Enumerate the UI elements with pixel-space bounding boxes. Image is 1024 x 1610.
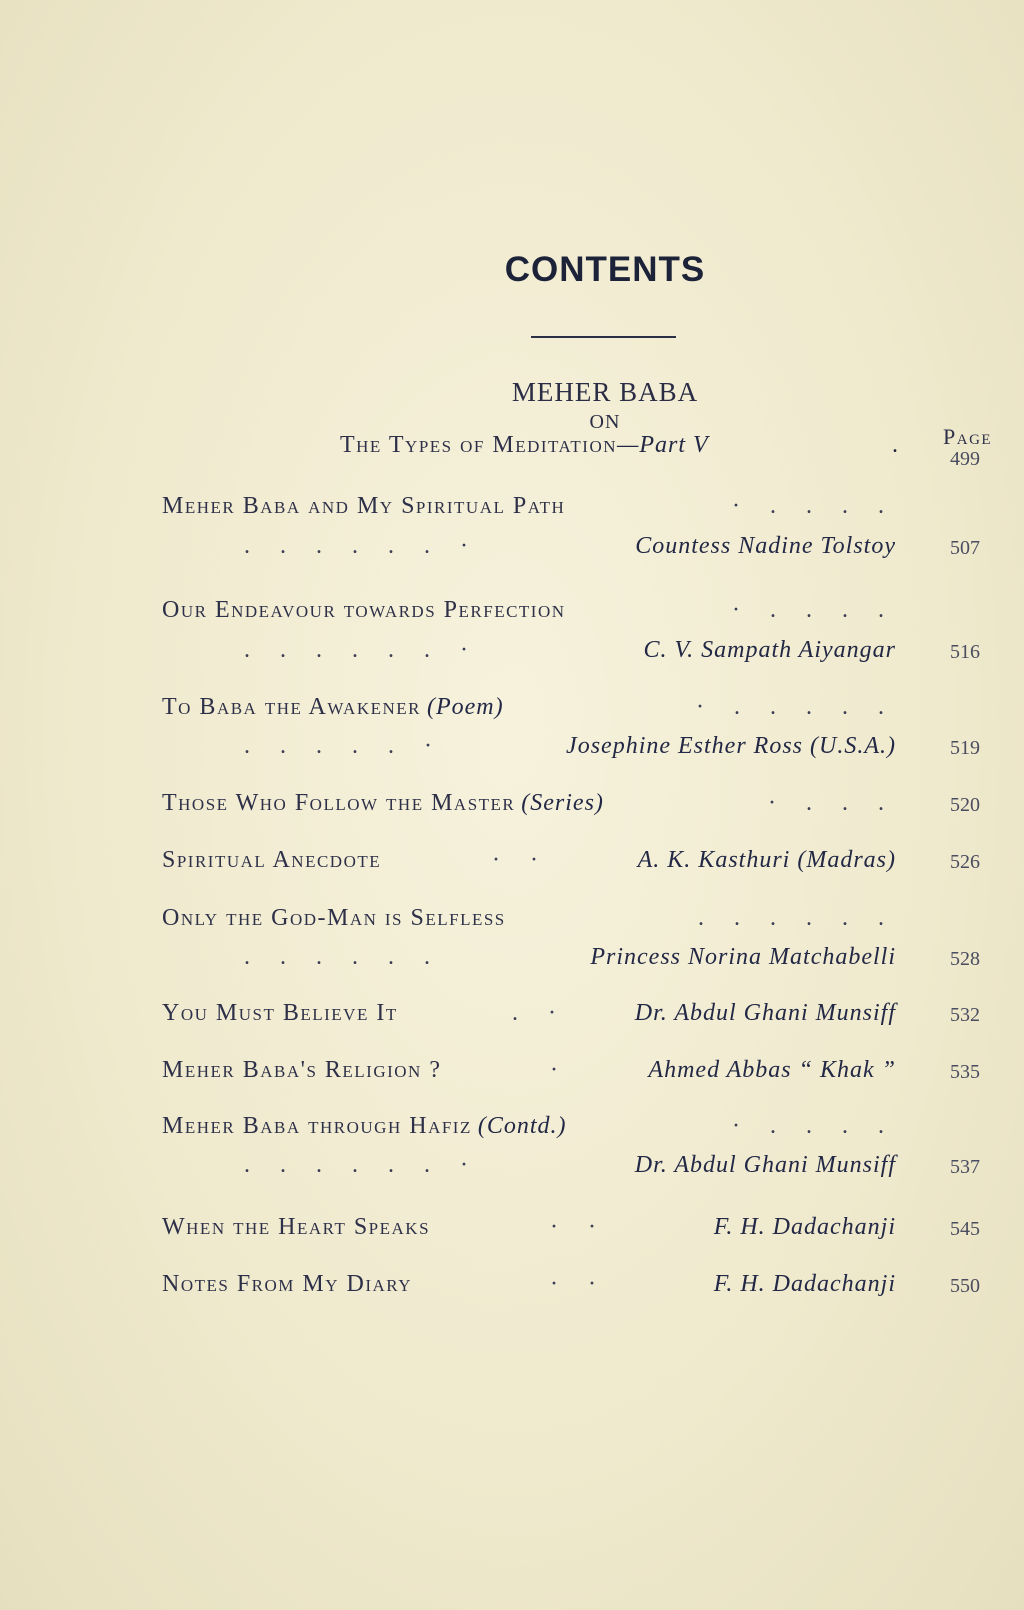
toc-entry[interactable] bbox=[162, 694, 992, 734]
toc-entry[interactable] bbox=[162, 493, 992, 533]
entry-author: C. V. Sampath Aiyangar bbox=[643, 637, 896, 663]
toc-entry[interactable] bbox=[162, 790, 992, 830]
toc-entry-lead[interactable] bbox=[162, 432, 992, 472]
toc-entry[interactable] bbox=[162, 1000, 992, 1040]
toc-entry-author-line[interactable] bbox=[162, 533, 992, 573]
toc-entry[interactable] bbox=[162, 1271, 992, 1311]
entry-author: Dr. Abdul Ghani Munsiff bbox=[634, 1152, 896, 1178]
entry-page: 516 bbox=[950, 641, 980, 663]
entry-mid-dots: · · bbox=[492, 847, 550, 873]
entry-title-dots: . . . . . . bbox=[698, 905, 896, 931]
contents-heading: CONTENTS bbox=[504, 250, 706, 289]
entry-title: To Baba the Awakener bbox=[162, 694, 421, 720]
toc-entry-author-line[interactable] bbox=[162, 944, 992, 984]
toc-entry[interactable] bbox=[162, 1057, 992, 1097]
toc-entry[interactable] bbox=[162, 1214, 992, 1254]
entry-page: 507 bbox=[950, 537, 980, 559]
entry-mid-dots: . · bbox=[512, 1000, 568, 1026]
entry-title: You Must Believe It bbox=[162, 1000, 398, 1026]
entry-title-note: (Poem) bbox=[427, 694, 504, 720]
heading-rule bbox=[531, 336, 676, 338]
entry-title: Meher Baba through Hafiz bbox=[162, 1113, 472, 1139]
entry-title: Notes From My Diary bbox=[162, 1271, 412, 1297]
entry-page: 545 bbox=[950, 1218, 980, 1240]
toc-entry-author-line[interactable] bbox=[162, 637, 992, 677]
entry-leader-dots: . . . . . . bbox=[244, 944, 442, 970]
entry-page: 528 bbox=[950, 948, 980, 970]
entry-title: Our Endeavour towards Perfection bbox=[162, 597, 566, 623]
entry-title: Meher Baba's Religion ? bbox=[162, 1057, 442, 1083]
entry-page: 520 bbox=[950, 794, 980, 816]
entry-page: 550 bbox=[950, 1275, 980, 1297]
entry-title-dots: · . . . . . bbox=[696, 694, 896, 720]
lead-page: 499 bbox=[950, 448, 980, 470]
entry-author: A. K. Kasthuri (Madras) bbox=[637, 847, 896, 873]
entry-page: 526 bbox=[950, 851, 980, 873]
lead-part: —Part V bbox=[617, 432, 709, 458]
entry-author: F. H. Dadachanji bbox=[713, 1214, 896, 1240]
entry-title-note: (Contd.) bbox=[477, 1113, 567, 1139]
lead-author: MEHER BABA bbox=[511, 377, 699, 407]
entry-leader-dots: . . . . . · bbox=[244, 733, 444, 759]
entry-title-dots: · . . . bbox=[768, 790, 896, 816]
toc-entry-author-line[interactable] bbox=[162, 733, 992, 773]
page-column-header: Page bbox=[943, 424, 993, 449]
toc-entry[interactable] bbox=[162, 905, 992, 945]
entry-title-dots: · . . . . bbox=[732, 597, 896, 623]
entry-author: F. H. Dadachanji bbox=[713, 1271, 896, 1297]
entry-title: Spiritual Anecdote bbox=[162, 847, 382, 873]
lead-title: The Types of Meditation bbox=[340, 432, 618, 458]
entry-leader-dots: . . . . . . · bbox=[244, 1152, 480, 1178]
entry-leader-dots: . . . . . . · bbox=[244, 533, 480, 559]
entry-title-dots: · . . . . bbox=[732, 1113, 896, 1139]
entry-author: Ahmed Abbas “ Khak ” bbox=[648, 1057, 896, 1083]
entry-mid-dots: · · bbox=[550, 1271, 608, 1297]
entry-author: Dr. Abdul Ghani Munsiff bbox=[634, 1000, 896, 1026]
lead-on: ON bbox=[589, 411, 621, 433]
entry-mid-dots: · · bbox=[550, 1214, 608, 1240]
toc-entry[interactable] bbox=[162, 1113, 992, 1153]
entry-page: 519 bbox=[950, 737, 980, 759]
entry-page: 532 bbox=[950, 1004, 980, 1026]
entry-title: Meher Baba and My Spiritual Path bbox=[162, 493, 566, 519]
entry-author: Countess Nadine Tolstoy bbox=[635, 533, 896, 559]
entry-page: 537 bbox=[950, 1156, 980, 1178]
entry-title-note: (Series) bbox=[521, 790, 604, 816]
entry-title: Those Who Follow the Master bbox=[162, 790, 516, 816]
entry-mid-dots: · bbox=[550, 1057, 570, 1083]
entry-title-dots: · . . . . bbox=[732, 493, 896, 519]
toc-entry[interactable] bbox=[162, 847, 992, 887]
toc-entry[interactable] bbox=[162, 597, 992, 637]
toc-entry-author-line[interactable] bbox=[162, 1152, 992, 1192]
entry-page: 535 bbox=[950, 1061, 980, 1083]
lead-dot: . bbox=[892, 432, 898, 458]
entry-author: Josephine Esther Ross (U.S.A.) bbox=[566, 733, 896, 759]
entry-title: Only the God-Man is Selfless bbox=[162, 905, 506, 931]
entry-leader-dots: . . . . . . · bbox=[244, 637, 480, 663]
entry-title: When the Heart Speaks bbox=[162, 1214, 431, 1240]
entry-author: Princess Norina Matchabelli bbox=[590, 944, 896, 970]
